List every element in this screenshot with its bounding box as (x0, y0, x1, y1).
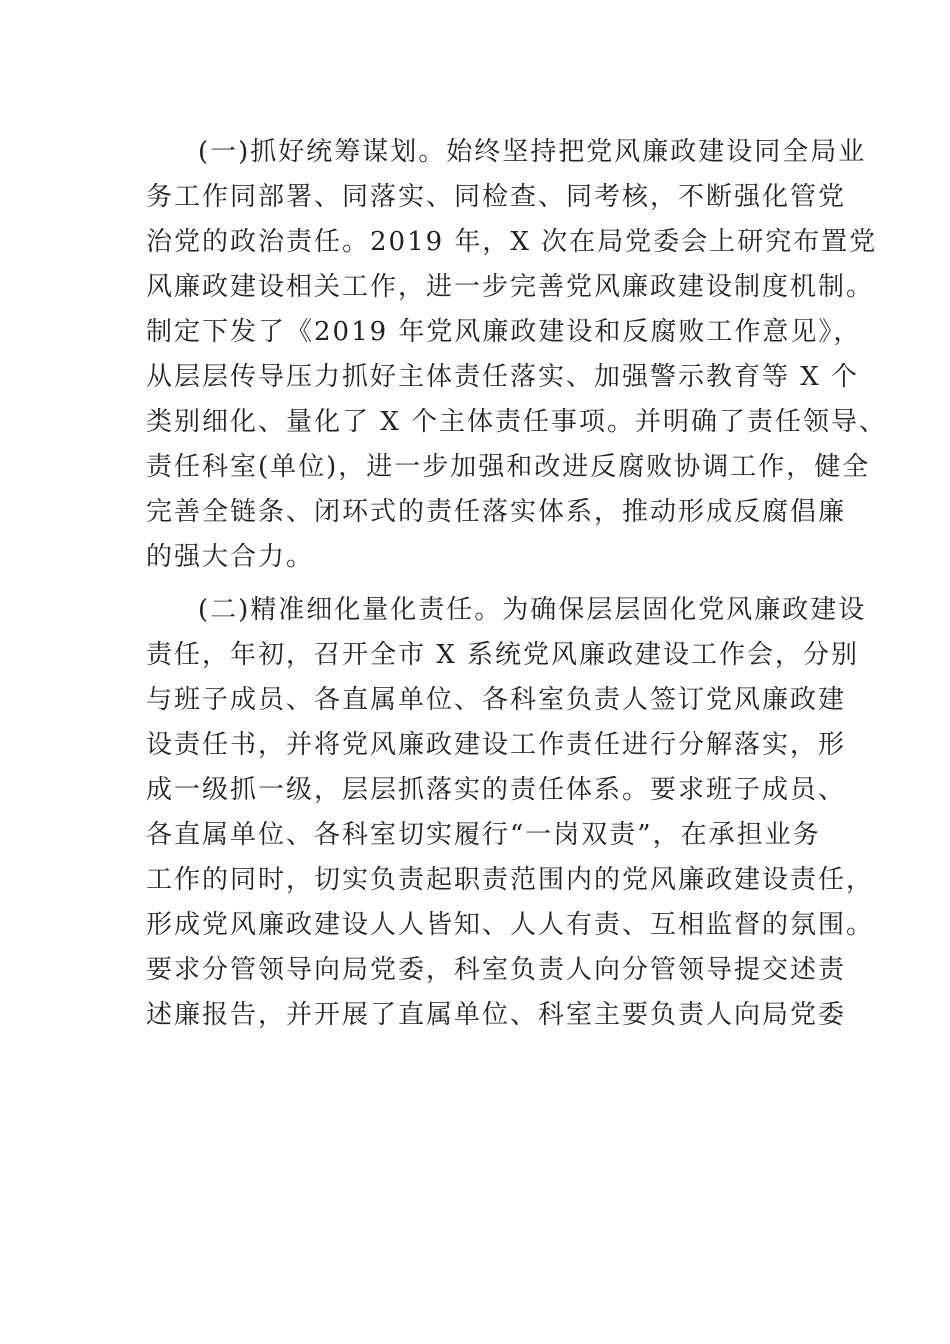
paragraph-line: 完善全链条、闭环式的责任落实体系，推动形成反腐倡廉 (146, 497, 847, 527)
paragraph-line: (一)抓好统筹谋划。始终坚持把党风廉政建设同全局业 (198, 137, 867, 167)
paragraph-2 (146, 588, 875, 1038)
document-body (146, 130, 888, 1038)
paragraph-line: 的强大合力。 (146, 542, 315, 572)
paragraph-line: 要求分管领导向局党委，科室负责人向分管领导提交述责 (146, 955, 847, 985)
paragraph-line: 制定下发了《2019 年党风廉政建设和反腐败工作意见》， (146, 317, 862, 347)
paragraph-line: 务工作同部署、同落实、同检查、同考核，不断强化管党 (146, 182, 847, 212)
paragraph-line: (二)精准细化量化责任。为确保层层固化党风廉政建设 (198, 595, 867, 625)
paragraph-line: 工作的同时，切实负责起职责范围内的党风廉政建设责任， (146, 865, 875, 895)
paragraph-line: 述廉报告，并开展了直属单位、科室主要负责人向局党委 (146, 1000, 847, 1030)
paragraph-1 (146, 130, 888, 580)
paragraph-line: 风廉政建设相关工作，进一步完善党风廉政建设制度机制。 (146, 272, 875, 302)
paragraph-line: 成一级抓一级，层层抓落实的责任体系。要求班子成员、 (146, 775, 847, 805)
paragraph-line: 形成党风廉政建设人人皆知、人人有责、互相监督的氛围。 (146, 910, 875, 940)
paragraph-line: 从层层传导压力抓好主体责任落实、加强警示教育等 X 个 (146, 362, 860, 392)
paragraph-line: 类别细化、量化了 X 个主体责任事项。并明确了责任领导、 (146, 407, 888, 437)
paragraph-line: 各直属单位、各科室切实履行“一岗双责”，在承担业务 (146, 820, 821, 850)
paragraph-line: 责任科室(单位)，进一步加强和改进反腐败协调工作，健全 (146, 452, 871, 482)
paragraph-line: 设责任书，并将党风廉政建设工作责任进行分解落实，形 (146, 730, 847, 760)
paragraph-line: 责任，年初，召开全市 X 系统党风廉政建设工作会，分别 (146, 640, 860, 670)
paragraph-spacer (146, 580, 806, 588)
paragraph-line: 与班子成员、各直属单位、各科室负责人签订党风廉政建 (146, 685, 847, 715)
paragraph-line: 治党的政治责任。2019 年，X 次在局党委会上研究布置党 (146, 227, 878, 257)
